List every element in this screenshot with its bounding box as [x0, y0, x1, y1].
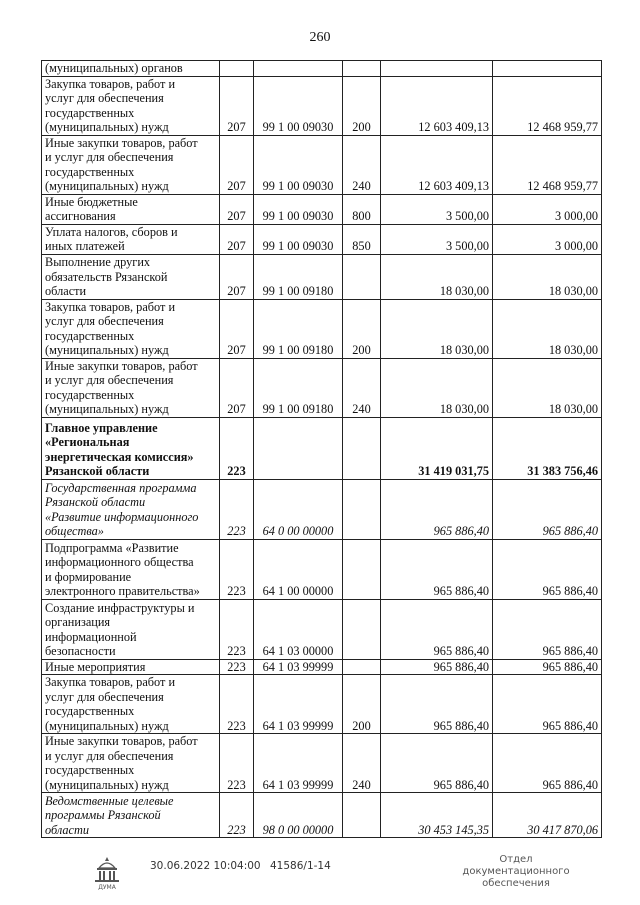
- budget-table: [41, 60, 602, 838]
- cell-department-code: 207: [220, 299, 254, 358]
- cell-expense-type: 850: [343, 224, 381, 254]
- cell-department-code: 223: [220, 793, 254, 838]
- cell-name: Закупка товаров, работ и услуг для обеспечения государственных (муниципальных) нужд: [42, 675, 220, 734]
- cell-amount-2: 965 886,40: [493, 659, 602, 675]
- cell-department-code: 223: [220, 599, 254, 659]
- cell-name: Главное управление «Региональная энергетическая комиссия» Рязанской области: [42, 417, 220, 479]
- cell-department-code: 223: [220, 734, 254, 793]
- cell-amount-1: 3 500,00: [381, 224, 493, 254]
- cell-name: (муниципальных) органов: [42, 61, 220, 77]
- cell-amount-2: [493, 61, 602, 77]
- cell-target-article: 99 1 00 09180: [254, 254, 343, 299]
- cell-department-code: 223: [220, 675, 254, 734]
- cell-target-article: 99 1 00 09030: [254, 224, 343, 254]
- cell-amount-2: 965 886,40: [493, 675, 602, 734]
- cell-amount-2: 18 030,00: [493, 358, 602, 417]
- cell-amount-1: 18 030,00: [381, 254, 493, 299]
- cell-amount-1: 12 603 409,13: [381, 135, 493, 194]
- seal-text: ДУМА: [98, 884, 116, 890]
- cell-target-article: 64 1 00 00000: [254, 539, 343, 599]
- cell-amount-1: 965 886,40: [381, 479, 493, 539]
- table-row: [42, 479, 602, 539]
- cell-amount-1: [381, 61, 493, 77]
- table-row: [42, 675, 602, 734]
- table-row: [42, 299, 602, 358]
- cell-target-article: 64 0 00 00000: [254, 479, 343, 539]
- cell-amount-1: 965 886,40: [381, 734, 493, 793]
- cell-name: Выполнение других обязательств Рязанской области: [42, 254, 220, 299]
- cell-department-code: 207: [220, 254, 254, 299]
- cell-department-code: 207: [220, 358, 254, 417]
- cell-name: Создание инфраструктуры и организация информационной безопасности: [42, 599, 220, 659]
- cell-amount-1: 3 500,00: [381, 194, 493, 224]
- cell-target-article: 98 0 00 00000: [254, 793, 343, 838]
- cell-name: Иные закупки товаров, работ и услуг для обеспечения государственных (муниципальных) нужд: [42, 358, 220, 417]
- table-row: [42, 734, 602, 793]
- cell-expense-type: 200: [343, 675, 381, 734]
- cell-name: Уплата налогов, сборов и иных платежей: [42, 224, 220, 254]
- cell-department-code: 223: [220, 659, 254, 675]
- cell-name: Государственная программа Рязанской области «Развитие информационного общества»: [42, 479, 220, 539]
- cell-expense-type: [343, 61, 381, 77]
- cell-amount-1: 18 030,00: [381, 358, 493, 417]
- cell-name: Подпрограмма «Развитие информационного общества и формирование электронного правительства»: [42, 539, 220, 599]
- duma-seal-icon: [90, 854, 124, 890]
- cell-amount-2: 12 468 959,77: [493, 135, 602, 194]
- cell-target-article: 99 1 00 09030: [254, 135, 343, 194]
- footer-doc-number: 41586/1-14: [270, 860, 331, 872]
- cell-expense-type: [343, 254, 381, 299]
- cell-amount-2: 965 886,40: [493, 479, 602, 539]
- cell-name: Закупка товаров, работ и услуг для обеспечения государственных (муниципальных) нужд: [42, 76, 220, 135]
- cell-target-article: 99 1 00 09180: [254, 299, 343, 358]
- cell-expense-type: [343, 599, 381, 659]
- cell-department-code: 207: [220, 194, 254, 224]
- cell-amount-1: 18 030,00: [381, 299, 493, 358]
- table-row: [42, 539, 602, 599]
- cell-expense-type: 800: [343, 194, 381, 224]
- table-row: [42, 61, 602, 77]
- cell-target-article: [254, 417, 343, 479]
- table-row: [42, 254, 602, 299]
- cell-amount-2: 12 468 959,77: [493, 76, 602, 135]
- cell-name: Иные закупки товаров, работ и услуг для обеспечения государственных (муниципальных) нужд: [42, 135, 220, 194]
- cell-department-code: 223: [220, 417, 254, 479]
- cell-department-code: 223: [220, 539, 254, 599]
- cell-amount-2: 30 417 870,06: [493, 793, 602, 838]
- cell-target-article: 99 1 00 09180: [254, 358, 343, 417]
- table-row: [42, 599, 602, 659]
- cell-amount-1: 31 419 031,75: [381, 417, 493, 479]
- cell-target-article: 64 1 03 99999: [254, 675, 343, 734]
- cell-amount-2: 965 886,40: [493, 734, 602, 793]
- cell-expense-type: 240: [343, 734, 381, 793]
- cell-amount-1: 965 886,40: [381, 659, 493, 675]
- cell-name: Иные закупки товаров, работ и услуг для обеспечения государственных (муниципальных) нужд: [42, 734, 220, 793]
- cell-expense-type: [343, 659, 381, 675]
- table-row: [42, 135, 602, 194]
- table-row: [42, 659, 602, 675]
- cell-expense-type: [343, 539, 381, 599]
- page-number: 260: [309, 30, 331, 45]
- cell-expense-type: [343, 479, 381, 539]
- cell-department-code: 207: [220, 224, 254, 254]
- cell-target-article: 64 1 03 99999: [254, 659, 343, 675]
- cell-amount-2: 31 383 756,46: [493, 417, 602, 479]
- cell-amount-2: 965 886,40: [493, 539, 602, 599]
- budget-table-body: [42, 61, 602, 838]
- table-row: [42, 417, 602, 479]
- cell-target-article: [254, 61, 343, 77]
- cell-target-article: 99 1 00 09030: [254, 76, 343, 135]
- cell-target-article: 64 1 03 00000: [254, 599, 343, 659]
- cell-amount-2: 18 030,00: [493, 254, 602, 299]
- cell-amount-2: 965 886,40: [493, 599, 602, 659]
- cell-amount-1: 965 886,40: [381, 539, 493, 599]
- table-row: [42, 194, 602, 224]
- cell-department-code: 207: [220, 135, 254, 194]
- footer-datetime: 30.06.2022 10:04:00: [150, 860, 261, 872]
- cell-expense-type: 240: [343, 135, 381, 194]
- cell-name: Иные мероприятия: [42, 659, 220, 675]
- table-row: [42, 76, 602, 135]
- cell-expense-type: [343, 793, 381, 838]
- cell-expense-type: 240: [343, 358, 381, 417]
- cell-amount-1: 965 886,40: [381, 675, 493, 734]
- cell-target-article: 99 1 00 09030: [254, 194, 343, 224]
- footer: [0, 848, 640, 898]
- cell-amount-1: 30 453 145,35: [381, 793, 493, 838]
- footer-department: Отдел документационного обеспечения: [462, 854, 570, 889]
- cell-amount-1: 12 603 409,13: [381, 76, 493, 135]
- cell-department-code: [220, 61, 254, 77]
- cell-name: Закупка товаров, работ и услуг для обеспечения государственных (муниципальных) нужд: [42, 299, 220, 358]
- cell-department-code: 207: [220, 76, 254, 135]
- cell-target-article: 64 1 03 99999: [254, 734, 343, 793]
- cell-expense-type: 200: [343, 299, 381, 358]
- cell-name: Иные бюджетные ассигнования: [42, 194, 220, 224]
- table-row: [42, 793, 602, 838]
- table-row: [42, 224, 602, 254]
- cell-amount-2: 18 030,00: [493, 299, 602, 358]
- cell-department-code: 223: [220, 479, 254, 539]
- table-row: [42, 358, 602, 417]
- cell-amount-2: 3 000,00: [493, 224, 602, 254]
- cell-amount-2: 3 000,00: [493, 194, 602, 224]
- cell-expense-type: 200: [343, 76, 381, 135]
- cell-expense-type: [343, 417, 381, 479]
- cell-amount-1: 965 886,40: [381, 599, 493, 659]
- cell-name: Ведомственные целевые программы Рязанской области: [42, 793, 220, 838]
